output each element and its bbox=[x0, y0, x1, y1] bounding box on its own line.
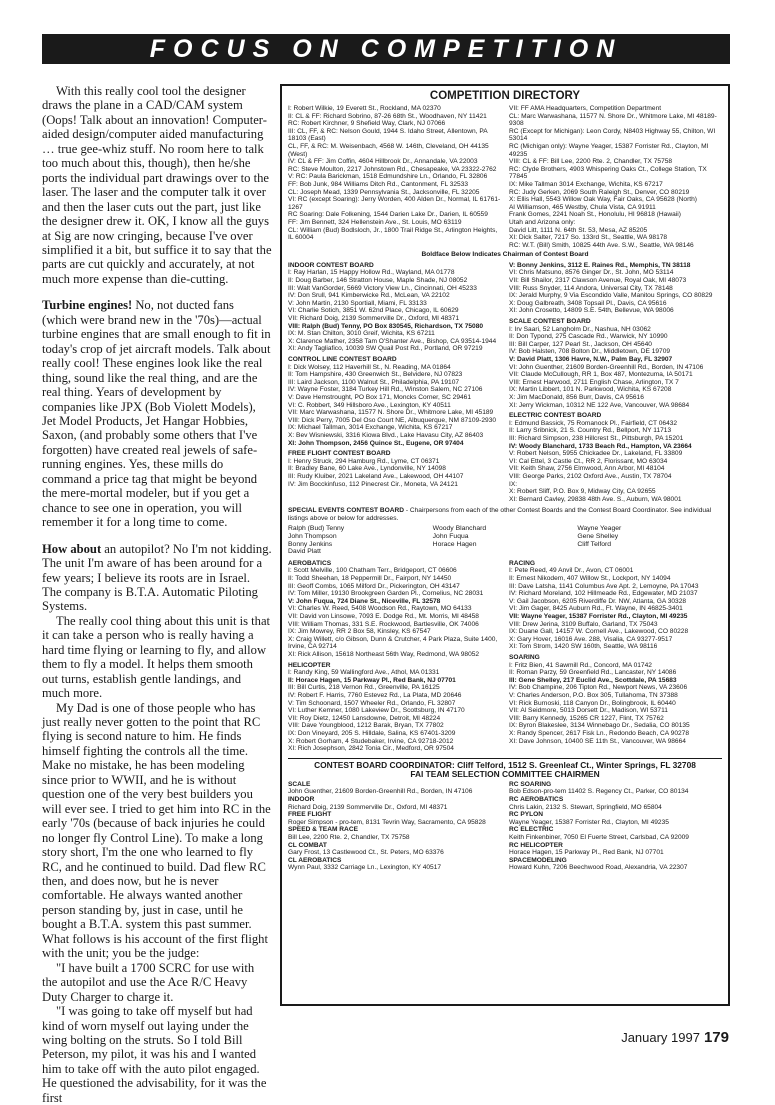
fai-chairman: Chris Lakin, 2132 S. Stewart, Springfield, MO 65804 bbox=[509, 803, 662, 811]
fai-chairman: Gary Frost, 13 Castlewood Ct., St. Peters, MO 63376 bbox=[288, 849, 444, 857]
board-entry: VII: Richard Doig, 2139 Sommerville Dr., Oxford, MI 48371 bbox=[288, 315, 460, 323]
directory-entry: RC (Except for Michigan): Leon Cordy, N8403 Highway 55, Chilton, WI 53014 bbox=[509, 127, 716, 143]
special-events-chair: Woody Blanchard bbox=[432, 525, 487, 533]
special-events-chair: John Fuqua bbox=[432, 533, 469, 541]
board-entry: II: Horace Hagen, 15 Parkway Pl., Red Bank, NJ 07701 bbox=[288, 676, 456, 684]
board-entry: IX: Michael Tallman, 3014 Exchange, Wichita, KS 67217 bbox=[288, 424, 453, 432]
board-entry: XI: Rick Allison, 15618 Northeast 56th Way, Redmond, WA 98052 bbox=[288, 650, 480, 658]
board-entry: X: Craig Willett, c/o Gibson, Dunn & Crutcher, 4 Park Plaza, Suite 1400, Irvine, CA 92714 bbox=[288, 635, 498, 651]
board-title: HELICOPTER bbox=[288, 661, 331, 669]
section-banner: FOCUS ON COMPETITION bbox=[42, 34, 730, 64]
fai-chairman: Roger Simpson - pro-tem, 8131 Tevrin Way, Sacramento, CA 95828 bbox=[288, 818, 486, 826]
article-paragraph bbox=[42, 1004, 272, 1105]
fai-category: SPEED & TEAM RACE bbox=[288, 826, 358, 834]
board-entry: VIII: Dick Perry, 7005 Del Oso Court NE, Albuquerque, NM 87109-2930 bbox=[288, 416, 497, 424]
board-title: CONTROL LINE CONTEST BOARD bbox=[288, 356, 397, 363]
fai-chairman: Wynn Paul, 3332 Carriage Ln., Lexington, KY 40517 bbox=[288, 864, 442, 872]
fai-chairman: Wayne Yeager, 15387 Forrister Rd., Clayton, MI 49235 bbox=[509, 818, 669, 826]
board-entry: III: Geoff Combs, 1065 Milford Dr., Pickerington, OH 43147 bbox=[288, 582, 460, 590]
board-entry: IX: Jim Mowrey, RR 2 Box 58, Kinsley, KS 67547 bbox=[288, 628, 431, 636]
directory-entry: RC: W.T. (Bill) Smith, 10825 44th Ave. S.W., Seattle, WA 98146 bbox=[509, 241, 694, 249]
board-entry: III: Dave Latsha, 1141 Columbus Ave Apt. 2, Lemoyne, PA 17043 bbox=[509, 582, 699, 590]
board-entry: II: Ernest Nikodem, 407 Willow St., Lockport, NY 14094 bbox=[509, 575, 671, 583]
board-entry: IX: bbox=[509, 480, 518, 488]
board-entry: V: Gail Jacobson, 6205 Riverdiffe Dr. NW, Atlanta, GA 30328 bbox=[509, 597, 687, 605]
directory-entry: RC: Robert Kirchner, 9 Shefield Way, Clark, NJ 07066 bbox=[288, 120, 446, 128]
board-entry: VII: Bill Shailor, 2317 Clawson Avenue, Royal Oak, MI 48073 bbox=[509, 277, 687, 285]
directory-entry: VII: FF AMA Headquarters, Competition Department bbox=[509, 105, 662, 112]
board-entry: VI: Luther Kemner, 1080 Lakeview Dr., Scottsburg, IN 47170 bbox=[288, 707, 465, 715]
board-entry: V: Bonny Jenkins, 3112 E. Raines Rd., Memphis, TN 38118 bbox=[509, 261, 691, 269]
board-entry: XI: Jerry Wickman, 10312 NE 122 Ave, Vancouver, WA 98684 bbox=[509, 401, 690, 409]
board-title: RACING bbox=[509, 559, 536, 567]
fai-chairman: Bill Lee, 2200 Rte. 2, Chandler, TX 75758 bbox=[288, 834, 410, 842]
paragraph-text: The really cool thing about this unit is that it can take a person who is really having a hard time flying or learning to fly, and allow them to fly a model. It helps them smooth out turns, establish gentle landings, and much more. bbox=[42, 613, 271, 701]
board-entry: IX: Byron Blakeslee, 3134 Winnebago Dr., Sedalia, CO 80135 bbox=[509, 722, 690, 730]
special-events-chair: John Thompson bbox=[288, 533, 337, 541]
contest-boards-right-lower bbox=[509, 560, 722, 753]
fai-category: INDOOR bbox=[288, 796, 315, 804]
fai-chairman: Howard Kuhn, 7206 Beechwood Road, Alexandria, VA 22307 bbox=[509, 864, 688, 872]
fai-category: RC AEROBATICS bbox=[509, 796, 564, 804]
board-entry: V: David Platt, 1306 Havre, N.W., Palm Bay, FL 32907 bbox=[509, 356, 673, 363]
board-entry: I: Ray Harlan, 15 Happy Hollow Rd., Wayland, MA 01778 bbox=[288, 269, 455, 277]
fai-category: CL COMBAT bbox=[288, 841, 327, 849]
board-entry: V: John Fuqua, 724 Diane St., Niceville, FL 32578 bbox=[288, 597, 441, 605]
directory-entry: FF: Bob Junk, 984 Williams Ditch Rd., Cantonment, FL 32533 bbox=[288, 180, 469, 188]
directory-entry: VI: RC (except Soaring): Jerry Worden, 400 Alden Dr., Normal, IL 61761-1267 bbox=[288, 196, 501, 211]
board-entry: VIII: Ralph (Bud) Tenny, PO Box 830545, Richardson, TX 75080 bbox=[288, 322, 484, 330]
fai-category: RC PYLON bbox=[509, 811, 544, 819]
board-entry: VIII: Barry Kennedy, 15265 CR 1227, Flint, TX 75762 bbox=[509, 714, 664, 722]
directory-entry: RC (Michigan only): Wayne Yeager, 15387 Forrister Rd., Clayton, MI 49235 bbox=[509, 142, 709, 158]
board-entry: X: Robert Gorham, 4 Studebaker, Irvine, CA 92718-2012 bbox=[288, 737, 454, 745]
article-column bbox=[42, 84, 272, 1105]
directory-entry: X: Ellis Hall, 5543 Willow Oak Way, Fair Oaks, CA 95628 (North) bbox=[509, 196, 697, 204]
article-paragraph bbox=[42, 961, 272, 1004]
article-paragraph bbox=[42, 84, 272, 286]
board-entry: VI: Jim Gager, 8425 Auburn Rd., Ft. Wayne, IN 46825-3401 bbox=[509, 605, 683, 613]
directory-entry: FF: Jim Bennett, 324 Hellenstein Ave., St. Louis, MO 63119 bbox=[288, 218, 462, 226]
paragraph-lead: How about bbox=[42, 541, 102, 556]
directory-entry: CL: Marc Warwashana, 11577 N. Shore Dr., Whitmore Lake, MI 48189-9308 bbox=[509, 112, 717, 128]
board-entry: III: Gene Shelley, 217 Euclid Ave., Scottdale, PA 15683 bbox=[509, 676, 677, 684]
board-entry: X: Randy Spencer, 2617 Fisk Ln., Redondo Beach, CA 90278 bbox=[509, 729, 689, 737]
board-entry: I: Scott Melville, 100 Chatham Terr., Bridgeport, CT 06606 bbox=[288, 567, 457, 575]
board-entry: IV: Robert F. Harris, 7760 Estevez Rd., La Plata, MD 20646 bbox=[288, 691, 462, 699]
board-entry: VI: Cal Ettel, 3 Castle Ct., RR 2, Florissant, MO 63034 bbox=[509, 457, 668, 465]
fai-chairman: Bob Edson-pro-tem 11402 S. Regency Ct., Parker, CO 80134 bbox=[509, 788, 689, 796]
directory-entry: CL: Joseph Mead, 1339 Pennsylvania St., Jacksonville, FL 32205 bbox=[288, 188, 480, 196]
board-entry: VII: Al Seidmore, 5013 Dorsett Dr., Madison, WI 53711 bbox=[509, 707, 668, 715]
board-entry: IV: Jim Bocckinfuso, 112 Pinecrest Cir., Moneta, VA 24121 bbox=[288, 480, 458, 488]
board-entry: II: Todd Sheehan, 18 Peppermill Dr., Fairport, NY 14450 bbox=[288, 575, 452, 583]
board-entry: IV: Wayne Foster, 3184 Turkey Hill Rd., Winston Salem, NC 27106 bbox=[288, 386, 483, 394]
special-events-chair: Cliff Telford bbox=[577, 540, 612, 548]
board-entry: I: Pete Reed, 49 Anvil Dr., Avon, CT 06001 bbox=[509, 567, 634, 575]
board-entry: I: Henry Struck, 294 Hamburg Rd., Lyme, CT 06371 bbox=[288, 457, 440, 465]
board-entry: V: Tim Schoonard, 1507 Wheeler Rd., Orlando, FL 32807 bbox=[288, 699, 456, 707]
fai-category: RC HELICOPTER bbox=[509, 841, 563, 849]
board-entry: III: Rudy Kluiber, 2021 Lakeland Ave., Lakewood, OH 44107 bbox=[288, 472, 464, 480]
article-paragraph bbox=[42, 298, 272, 529]
directory-entry: I: Robert Wilkie, 19 Everett St., Rockland, MA 02370 bbox=[288, 105, 441, 112]
board-entry: II: Larry Sribnick, 21 S. Country Rd., Bellport, NY 11713 bbox=[509, 427, 672, 435]
board-entry: X: Robert Sliff, P.O. Box 9, Midway City, CA 92655 bbox=[509, 488, 656, 496]
board-title: FREE FLIGHT CONTEST BOARD bbox=[288, 450, 391, 458]
paragraph-text: With this really cool tool the designer draws the plane in a CAD/CAM system (Oops! Talk about an innovation! Computer-aided design/computer aided manufacturing … true gee-whiz stuff. No room here to talk too much about this, though), then he/she ports the individual part drawings over to the laser. The laser and the computer talk it over and then the laser cuts out the part, just like the designer drew it. OK, I know all the guys at Sig are now cringing, because I've over simplified it a bit, but suffice it to say that the parts are cut quickly and accurately, at not much more expense than die-cutting. bbox=[42, 84, 272, 286]
special-events-chairs bbox=[288, 525, 722, 555]
board-entry: IX: Jerald Murphy, 9 Via Escondido Valle, Manitou Springs, CO 80829 bbox=[509, 292, 713, 300]
contest-boards-left-lower bbox=[288, 560, 501, 753]
board-entry: XI: John Thompson, 2456 Quince St., Eugene, OR 97404 bbox=[288, 439, 464, 447]
board-entry: VIII: Russ Snyder, 114 Andora, Universal City, TX 78148 bbox=[509, 284, 673, 292]
board-entry: III: Laird Jackson, 1100 Walnut St., Philadelphia, PA 19107 bbox=[288, 378, 460, 386]
board-entry: VII: Keith Shaw, 2756 Elmwood, Ann Arbor, MI 48104 bbox=[509, 465, 665, 473]
board-entry: IV: Bob Halsten, 708 Bolton Dr., Middletown, DE 19709 bbox=[509, 348, 671, 356]
board-entry: I: Edmund Bassick, 75 Romanock Pl., Fairfield, CT 06432 bbox=[509, 419, 678, 427]
board-entry: X: Clarence Mather, 2358 Tam O'Shanter Ave., Bishop, CA 93514-1944 bbox=[288, 337, 497, 345]
board-entry: XI: Rich Josephson, 2842 Tonia Cir., Medford, OR 97504 bbox=[288, 745, 454, 753]
board-entry: X: Jim MacDonald, 856 Burr, Davis, CA 95616 bbox=[509, 393, 644, 401]
competition-directory bbox=[280, 84, 730, 1006]
board-entry: IV: Bob Champine, 206 Tipton Rd., Newport News, VA 23606 bbox=[509, 684, 688, 692]
contest-boards-left bbox=[288, 262, 501, 503]
board-entry: VI: C. Robbert, 349 Hillsboro Ave., Lexington, KY 40511 bbox=[288, 401, 451, 409]
board-entry: VIII: Ernest Harwood, 2711 English Chase, Arlington, TX 7 bbox=[509, 378, 679, 386]
board-entry: VIII: William Thomas, 331 S.E. Rockwood, Bartlesville, OK 74006 bbox=[288, 620, 479, 628]
boldface-note: Boldface Below Indicates Chairman of Contest Board bbox=[421, 251, 589, 259]
board-entry: VIII: Drew Jerina, 3109 Buffalo, Garland, TX 75043 bbox=[509, 620, 658, 628]
special-events-chair: Wayne Yeager bbox=[577, 525, 622, 533]
board-entry: IX: M. Stan Chilton, 3010 Greif, Wichita, KS 67211 bbox=[288, 330, 435, 338]
board-entry: V: Robert Nelson, 5955 Chickadee Dr., Lakeland, FL 33809 bbox=[509, 450, 683, 458]
board-entry: III: Richard Simpson, 238 Hillcrest St., Pittsburgh, PA 15201 bbox=[509, 434, 684, 442]
directory-entry: CL: William (Bud) Bodlsloch, Jr., 1800 Trail Ridge St., Arlington Heights, IL 60004 bbox=[288, 226, 498, 242]
special-events-chair: Gene Shelley bbox=[577, 533, 619, 541]
article-paragraph bbox=[42, 701, 272, 961]
board-entry: II: Don Typond, 275 Cascade Rd., Warwick, NY 10990 bbox=[509, 333, 668, 341]
board-entry: X: Bev Wisniewski, 3316 Kiowa Blvd., Lake Havasu City, AZ 86403 bbox=[288, 431, 484, 439]
board-entry: VII: Wayne Yeager, 15387 Forrister Rd., Clayton, MI 49235 bbox=[509, 613, 688, 620]
special-events-chair: Horace Hagen bbox=[432, 540, 477, 548]
board-entry: I: Irv Saari, 52 Langholm Dr., Nashua, NH 03062 bbox=[509, 325, 651, 333]
article-paragraph bbox=[42, 614, 272, 701]
board-entry: V: Charles Anderson, P.O. Box 305, Tullahoma, TN 37388 bbox=[509, 691, 678, 699]
board-entry: IX: Don Vineyard, 205 S. Hilldale, Salina, KS 67401-3209 bbox=[288, 729, 456, 737]
district-contacts-right bbox=[509, 105, 722, 249]
board-entry: VIII: Dave Youngblood, 1212 Barak, Bryan, TX 77802 bbox=[288, 722, 444, 730]
directory-entry: Utah and Arizona only: bbox=[509, 218, 576, 226]
special-events-chair: Ralph (Bud) Tenny bbox=[288, 525, 345, 533]
fai-category: CL AEROBATICS bbox=[288, 856, 342, 864]
board-entry: VIII: George Parks, 2102 Oxford Ave., Austin, TX 78704 bbox=[509, 472, 672, 480]
special-events-chair: David Platt bbox=[288, 548, 321, 556]
fai-category: SPACEMODELING bbox=[509, 856, 567, 864]
board-title: INDOOR CONTEST BOARD bbox=[288, 261, 374, 269]
fai-category: RC SOARING bbox=[509, 780, 552, 788]
special-events-chair: Bonny Jenkins bbox=[288, 540, 333, 548]
directory-entry: RC: Judy Gerken, 2069 South Raleigh St., Denver, CO 80219 bbox=[509, 188, 690, 196]
district-contacts-left bbox=[288, 105, 501, 249]
board-entry: VII: David von Linsowe, 7093 E. Dodge Rd., Mt. Morris, MI 48458 bbox=[288, 613, 479, 620]
board-entry: IX: Martin Libbert, 101 N. Parkwood, Wichita, KS 67208 bbox=[509, 386, 672, 394]
board-entry: II: Roman Parzy, 59 Greenfield Rd., Lancaster, NY 14086 bbox=[509, 669, 677, 677]
special-events-title: SPECIAL EVENTS CONTEST BOARD bbox=[288, 507, 405, 515]
directory-entry: Frank Gomes, 2241 Noah St., Honolulu, HI 96818 (Hawaii) bbox=[509, 211, 681, 219]
directory-entry: XI: Dick Salter, 7217 So. 133rd St., Seattle, WA 98178 bbox=[509, 234, 668, 242]
board-entry: IX: Duane Gall, 14157 W. Cornell Ave., Lakewood, CO 80228 bbox=[509, 628, 689, 636]
board-title: ELECTRIC CONTEST BOARD bbox=[509, 412, 602, 420]
board-entry: IV: Tom Miller, 19130 Brookgreen Garden Pl., Cornelius, NC 28031 bbox=[288, 590, 484, 598]
fai-committee-right bbox=[509, 781, 722, 872]
directory-entry: V: RC: Paula Barickman, 1518 Edmundshire Ln., Orlando, FL 32806 bbox=[288, 173, 488, 181]
directory-entry: Al Williamson, 465 Westby, Chula Vista, CA 91911 bbox=[509, 203, 656, 211]
directory-entry: III: CL, FF, & RC: Nelson Gould, 1944 S. Idaho Street, Allentown, PA 18103 (East) bbox=[288, 127, 488, 143]
board-entry: X: Gary Hover, 16016 Ave. 288, Visalia, CA 93277-9517 bbox=[509, 635, 673, 643]
special-events-board bbox=[288, 507, 722, 522]
board-title: SCALE CONTEST BOARD bbox=[509, 318, 591, 326]
paragraph-text: My Dad is one of those people who has just really never gotten to the point that RC flying is second nature to him. He finds himself fighting the controls all the time. Make no mistake, he has been modeling since prior to WWII, and he is without question one of the very best builders you will ever see. I tried to get him into RC in the early '70s (because of back injuries he could no longer fly Control Line). To make a long story short, I'm the one who learned to fly RC, and he continued to build. Dad flew RC then, and does now, but he is never comfortable. He always wanted another person standing by, just in case, until he bought a B.T.A. system this past summer. What follows is his account of the first flight with the unit; you be the judge: bbox=[42, 700, 271, 961]
board-entry: VII: Claude McCullough, RR 1, Box 487, Montezuma, IA 50171 bbox=[509, 371, 693, 379]
directory-entry: RC: Steve Moulton, 2217 Johnstown Rd., Chesapeake, VA 23322-2762 bbox=[288, 165, 497, 173]
board-entry: V: John Martin, 2130 Sportiall, Miami, FL 33133 bbox=[288, 299, 427, 307]
board-entry: II: Bradley Bane, 60 Lake Ave., Lyndonville, NY 14098 bbox=[288, 465, 446, 473]
board-entry: I: Dick Wolsey, 112 Haverhill St., N. Reading, MA 01864 bbox=[288, 363, 451, 371]
board-entry: I: Fritz Bien, 41 Sawmill Rd., Concord, MA 01742 bbox=[509, 661, 652, 669]
fai-chairman: Richard Doig, 2139 Sommerville Dr., Oxford, MI 48371 bbox=[288, 803, 448, 811]
fai-chairman: Horace Hagen, 15 Parkway Pl., Red Bank, NJ 07701 bbox=[509, 849, 664, 857]
board-entry: VI: Rick Burnoski, 118 Canyon Dr., Bolingbrook, IL 60440 bbox=[509, 699, 676, 707]
fai-category: SCALE bbox=[288, 780, 311, 788]
paragraph-text: an autopilot? No I'm not kidding. The unit I'm aware of has been around for a few years; I believe its roots are in Israel. The company is B.T.A. Automatic Piloting Systems. bbox=[42, 541, 272, 614]
directory-entry: II: CL & FF: Richard Sobrino, 87-26 68th St., Woodhaven, NY 11421 bbox=[288, 112, 487, 120]
board-entry: V: Dave Hemstrought, PO Box 171, Moncks Corner, SC 29461 bbox=[288, 393, 472, 401]
fai-chairman: John Guenther, 21609 Borden-Greenhill Rd., Borden, IN 47106 bbox=[288, 788, 473, 796]
board-entry: III: Bill Carper, 127 Pearl St., Jackson, OH 45640 bbox=[509, 340, 652, 348]
board-entry: IV: Richard Moreland, 102 Hillmeade Rd., Edgewater, MD 21037 bbox=[509, 590, 698, 598]
fai-committee bbox=[288, 781, 722, 872]
contest-boards-right bbox=[509, 262, 722, 503]
board-entry: III: Walt VanGorder, 5669 Victory View Ln., Cincinnati, OH 45233 bbox=[288, 284, 477, 292]
board-entry: VI: Chris Matsuno, 8576 Ginger Dr., St. John, MO 53114 bbox=[509, 269, 674, 277]
fai-chairman: Keith Finkenbiner, 7050 El Fuerte Street, Carlsbad, CA 92009 bbox=[509, 834, 689, 842]
fai-category: FREE FLIGHT bbox=[288, 811, 332, 819]
board-entry: II: Doug Barber, 146 Stratton House, Maple Shade, NJ 08052 bbox=[288, 277, 468, 285]
board-entry: VII: Marc Warwashana, 11577 N. Shore Dr., Whitmore Lake, MI 45189 bbox=[288, 409, 494, 417]
fai-committee-left bbox=[288, 781, 501, 872]
board-entry: XI: Dave Johnson, 10400 SE 11th St., Vancouver, WA 98664 bbox=[509, 737, 686, 745]
directory-entry: CL, FF, & RC: M. Weisenbach, 4568 W. 146th, Cleveland, OH 44135 (West) bbox=[288, 142, 489, 158]
contest-board-coordinator: CONTEST BOARD COORDINATOR: Cliff Telford, 1512 S. Greenleaf Ct., Winter Springs, FL 32708 bbox=[288, 758, 722, 770]
directory-entry: IX: Mike Tallman 3014 Exchange, Wichita, KS 67217 bbox=[509, 180, 663, 188]
directory-entry: IV: CL & FF: Jim Coffin, 4604 Hillbrook Dr., Annandale, VA 22003 bbox=[288, 158, 478, 166]
directory-entry: VIII: CL & FF: Bill Lee, 2200 Rte. 2, Chandler, TX 75758 bbox=[509, 158, 673, 166]
board-entry: XI: Andy Tagliafico, 10039 SW Quail Post Rd., Portland, OR 97219 bbox=[288, 345, 483, 353]
board-entry: VI: Charlie Sotich, 3851 W. 62nd Place, Chicago, IL 60629 bbox=[288, 307, 459, 315]
board-entry: I: Randy King, 59 Wallingford Ave., Athol, MA 01331 bbox=[288, 669, 440, 677]
board-entry: VI: John Guenther, 21609 Borden-Greenhill Rd., Borden, IN 47106 bbox=[509, 363, 704, 371]
contest-boards-lower bbox=[288, 560, 722, 753]
district-contacts bbox=[288, 105, 722, 249]
page-number: 179 bbox=[703, 1029, 729, 1046]
issue-date: January 1997 bbox=[621, 1030, 700, 1045]
page-footer bbox=[621, 1029, 729, 1046]
paragraph-text: No, not ducted fans (which were brand new in the '70s)—actual turbine engines that are small enough to fit in today's crop of jet aircraft models. Talk about really cool! These engines look like the real thing, sound like the real thing, and are the real thing. Years of development by companies like JPX (Bob Violett Models), Jet Model Products, Jet Hangar Hobbies, Saxon, (and probably some others that I've forgotten) have created real jewels of safe-running engines. Yes, these mills do command a price tag that might be beyond the mere-mortal modeler, but if you get a chance to see one in operation, you will remember it for a long time to come. bbox=[42, 298, 271, 530]
board-entry: X: Doug Galbreath, 3408 Topsail Pl., Davis, CA 95616 bbox=[509, 299, 667, 307]
directory-entry: RC: Clyde Brothers, 4903 Whispering Oaks Ct., College Station, TX 77845 bbox=[509, 165, 707, 181]
article-paragraph bbox=[42, 542, 272, 614]
directory-title: COMPETITION DIRECTORY bbox=[429, 90, 581, 102]
paragraph-text: "I was going to take off myself but had kind of worn myself out laying under the wing bolting on the struts. So I told Bill Peterson, my pilot, it was his and I wanted him to take off with the auto pilot engaged. He questioned the advisability, for it was the first bbox=[42, 1004, 267, 1105]
contest-boards-upper bbox=[288, 262, 722, 503]
board-entry: III: Bill Curtis, 218 Vernon Rd., Greenville, PA 16125 bbox=[288, 684, 440, 692]
fai-committee-title: FAI TEAM SELECTION COMMITTEE CHAIRMEN bbox=[410, 769, 600, 780]
paragraph-text: "I have built a 1700 SCRC for use with the autopilot and use the Ace R/C Heavy Duty Charger to charge it. bbox=[42, 960, 255, 1004]
directory-entry: RC Soaring: Dale Folkening, 1544 Darien Lake Dr., Darien, IL 60559 bbox=[288, 211, 488, 219]
board-entry: IV: Woody Blanchard, 1733 Beach Rd., Hampton, VA 23664 bbox=[509, 442, 692, 450]
board-entry: VII: Roy Dietz, 12450 Lansdowne, Detroit, MI 48224 bbox=[288, 714, 441, 722]
board-entry: XI: Tom Strom, 1420 SW 160th, Seattle, WA 98116 bbox=[509, 643, 658, 651]
directory-entry: David Litt, 1111 N. 64th St. 53, Mesa, AZ 85205 bbox=[509, 226, 648, 234]
board-entry: VI: Charles W. Reed, 5408 Woodson Rd., Raytown, MO 64133 bbox=[288, 605, 472, 613]
board-title: SOARING bbox=[509, 653, 540, 661]
board-title: AEROBATICS bbox=[288, 559, 332, 567]
board-entry: II: Tom Hampshire, 430 Greenwich St., Belvidere, NJ 07823 bbox=[288, 371, 463, 379]
paragraph-lead: Turbine engines! bbox=[42, 298, 133, 313]
board-entry: IV: Don Srull, 941 Kimberwicke Rd., McLean, VA 22102 bbox=[288, 292, 450, 300]
board-entry: XI: Bernard Cavley, 29838 48th Ave. S., Auburn, WA 98001 bbox=[509, 495, 682, 503]
fai-category: RC ELECTRIC bbox=[509, 826, 554, 834]
special-events-description: - Chairpersons from each of the other Contest Boards and the Contest Board Coordinator. See individual listings above or below for addresses. bbox=[288, 507, 712, 522]
board-entry: XI: John Crosetto, 14809 S.E. 54th, Bellevue, WA 98006 bbox=[509, 307, 674, 315]
